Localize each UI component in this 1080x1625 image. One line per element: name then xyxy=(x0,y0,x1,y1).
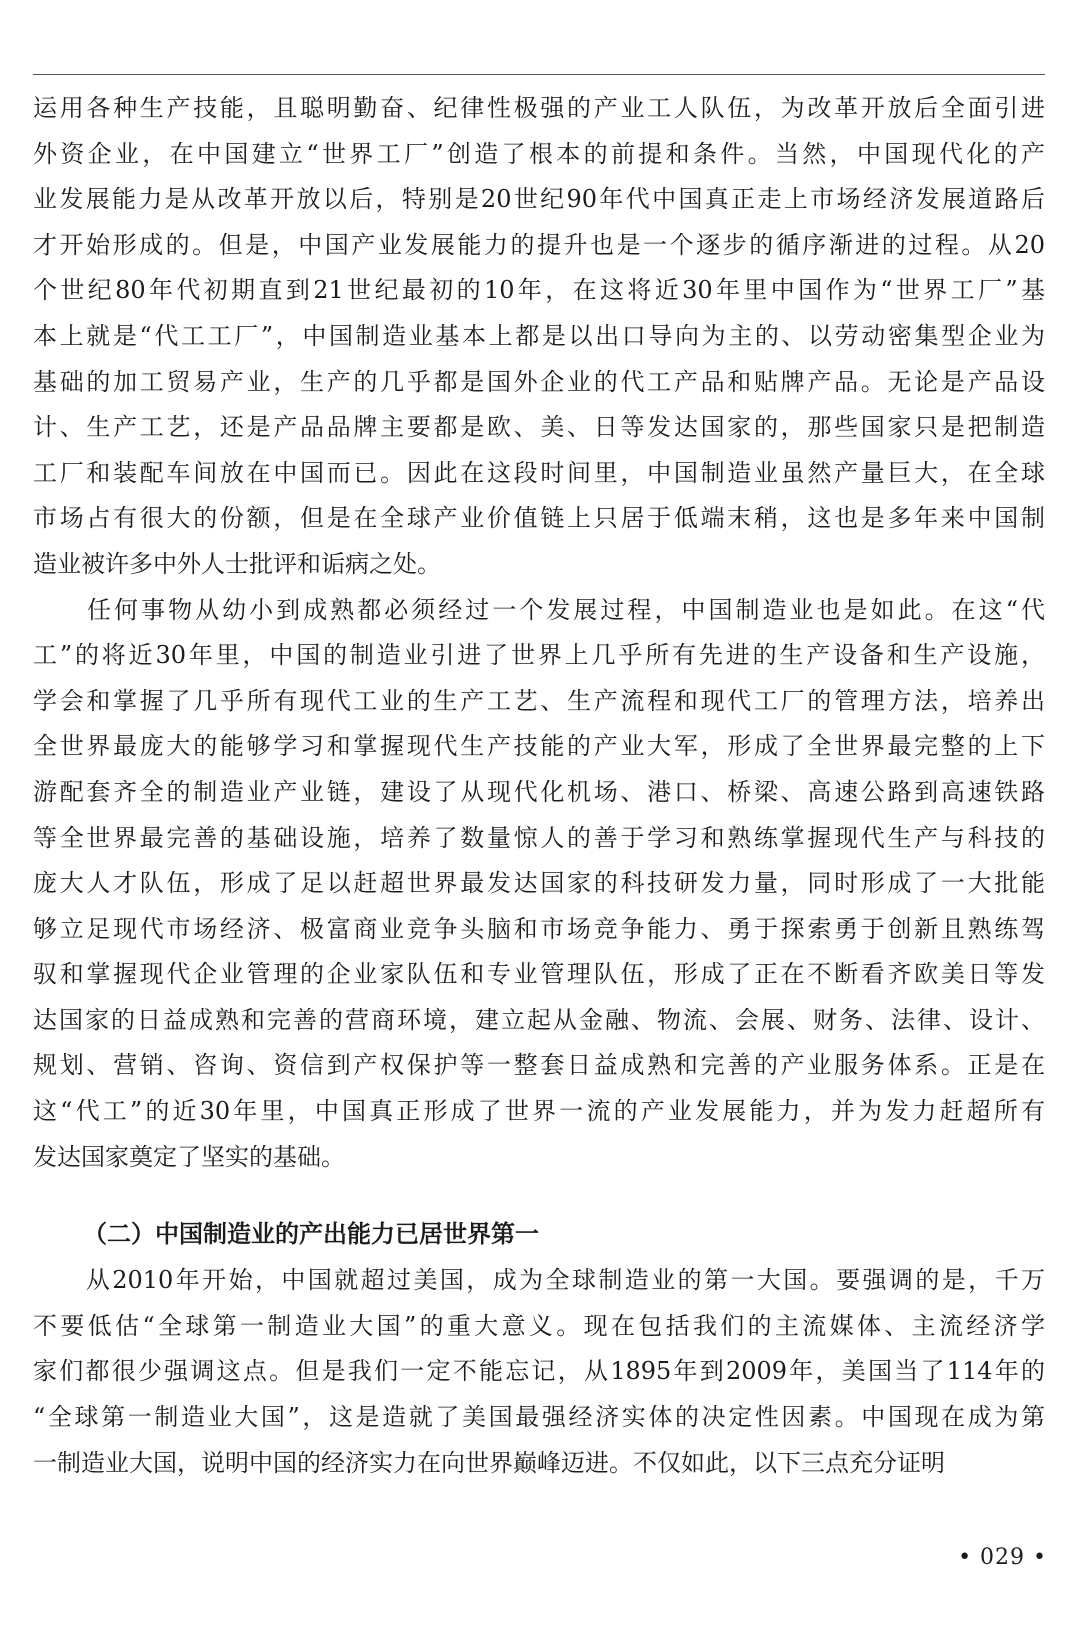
text-line: 驭和掌握现代企业管理的企业家队伍和专业管理队伍，形成了正在不断看齐欧美日等发 xyxy=(33,960,1045,989)
text-line: 市场占有很大的份额，但是在全球产业价值链上只居于低端末稍，这也是多年来中国制 xyxy=(33,504,1045,533)
text-line: 等全世界最完善的基础设施，培养了数量惊人的善于学习和熟练掌握现代生产与科技的 xyxy=(33,823,1045,852)
page-number: • 029 • xyxy=(958,1545,1047,1570)
section-spacing xyxy=(33,1180,1045,1210)
text-line: 规划、营销、咨询、资信到产权保护等一整套日益成熟和完善的产业服务体系。正是在 xyxy=(33,1051,1045,1080)
text-line: “全球第一制造业大国”，这是造就了美国最强经济实体的决定性因素。中国现在成为第 xyxy=(33,1403,1045,1432)
text-line: 这“代工”的近30年里，中国真正形成了世界一流的产业发展能力，并为发力赶超所有 xyxy=(33,1097,1045,1126)
paragraph-3 xyxy=(33,1258,1045,1486)
text-line: 家们都很少强调这点。但是我们一定不能忘记，从1895年到2009年，美国当了114年的 xyxy=(33,1357,1045,1386)
text-line: 本上就是“代工工厂”，中国制造业基本上都是以出口导向为主的、以劳动密集型企业为 xyxy=(33,321,1045,350)
text-line: 计、生产工艺，还是产品品牌主要都是欧、美、日等发达国家的，那些国家只是把制造 xyxy=(33,413,1045,442)
paragraph-2 xyxy=(33,588,1045,1181)
text-line: 一制造业大国，说明中国的经济实力在向世界巅峰迈进。不仅如此，以下三点充分证明 xyxy=(33,1448,945,1477)
text-line: 造业被许多中外人士批评和诟病之处。 xyxy=(33,549,441,578)
header-rule xyxy=(33,74,1045,75)
text-line: 庞大人才队伍，形成了足以赶超世界最发达国家的科技研发力量，同时形成了一大批能 xyxy=(33,869,1045,898)
text-line: 达国家的日益成熟和完善的营商环境，建立起从金融、物流、会展、财务、法律、设计、 xyxy=(33,1005,1045,1034)
text-line: 任何事物从幼小到成熟都必须经过一个发展过程，中国制造业也是如此。在这“代 xyxy=(33,595,1045,624)
text-line: 工厂和装配车间放在中国而已。因此在这段时间里，中国制造业虽然产量巨大，在全球 xyxy=(33,458,1045,487)
text-line: 工”的将近30年里，中国的制造业引进了世界上几乎所有先进的生产设备和生产设施， xyxy=(33,641,1045,670)
paragraph-1 xyxy=(33,86,1045,588)
text-line: 基础的加工贸易产业，生产的几乎都是国外企业的代工产品和贴牌产品。无论是产品设 xyxy=(33,367,1045,396)
body-text xyxy=(33,86,1045,1486)
text-line: 业发展能力是从改革开放以后，特别是20世纪90年代中国真正走上市场经济发展道路后 xyxy=(33,185,1045,214)
text-line: 全世界最庞大的能够学习和掌握现代生产技能的产业大军，形成了全世界最完整的上下 xyxy=(33,732,1045,761)
text-line: 才开始形成的。但是，中国产业发展能力的提升也是一个逐步的循序渐进的过程。从20 xyxy=(33,230,1045,259)
text-line: 运用各种生产技能，且聪明勤奋、纪律性极强的产业工人队伍，为改革开放后全面引进 xyxy=(33,94,1045,122)
text-line: 不要低估“全球第一制造业大国”的重大意义。现在包括我们的主流媒体、主流经济学 xyxy=(33,1311,1045,1340)
text-line: 发达国家奠定了坚实的基础。 xyxy=(33,1142,345,1171)
section-heading: （二）中国制造业的产出能力已居世界第一 xyxy=(83,1220,539,1249)
text-line: 够立足现代市场经济、极富商业竞争头脑和市场竞争能力、勇于探索勇于创新且熟练驾 xyxy=(33,914,1045,943)
text-line: 外资企业，在中国建立“世界工厂”创造了根本的前提和条件。当然，中国现代化的产 xyxy=(33,139,1045,168)
text-line: 个世纪80年代初期直到21世纪最初的10年，在这将近30年里中国作为“世界工厂”基 xyxy=(33,276,1045,305)
text-line: 游配套齐全的制造业产业链，建设了从现代化机场、港口、桥梁、高速公路到高速铁路 xyxy=(33,777,1045,806)
text-line: 从2010年开始，中国就超过美国，成为全球制造业的第一大国。要强调的是，千万 xyxy=(33,1266,1045,1295)
text-line: 学会和掌握了几乎所有现代工业的生产工艺、生产流程和现代工厂的管理方法，培养出 xyxy=(33,686,1045,715)
